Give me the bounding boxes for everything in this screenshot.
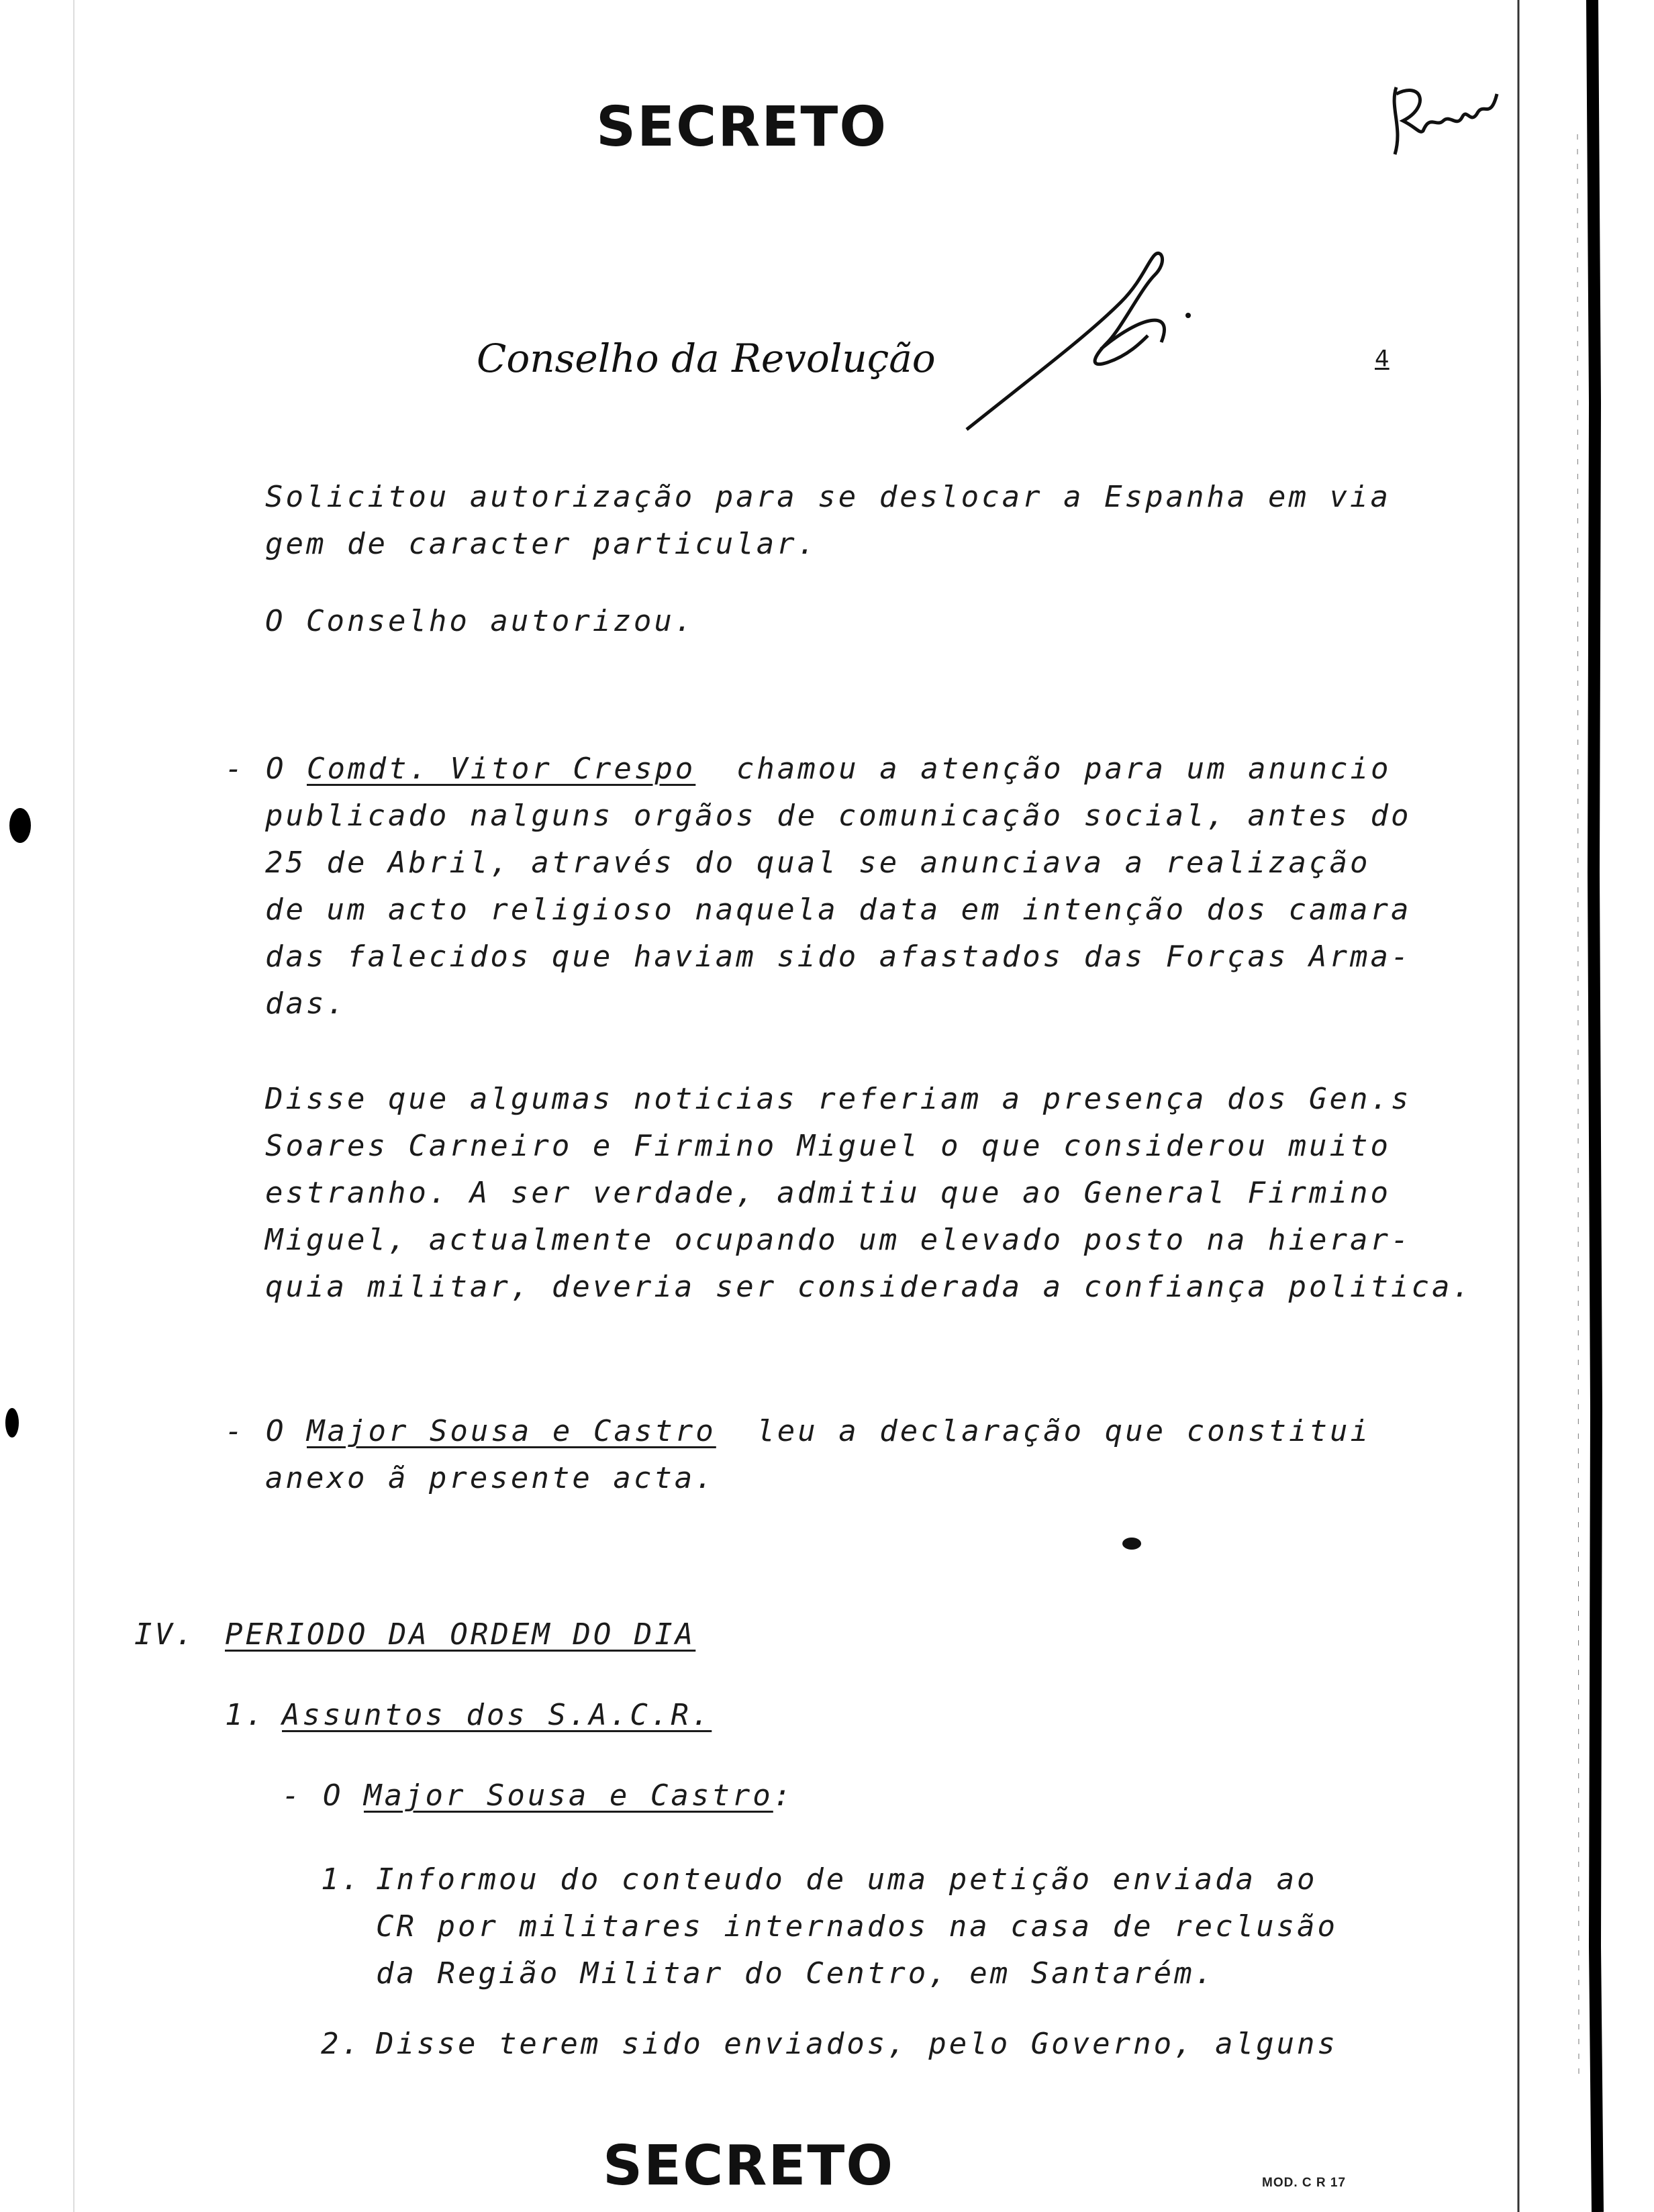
footer-classification: SECRETO <box>603 2134 895 2198</box>
dash-marker: - O <box>282 1778 344 1813</box>
text-line: Disse que algumas noticias referiam a presença dos Gen.s <box>265 1082 1412 1116</box>
speaker-name: Major Sousa e Castro <box>363 1778 773 1813</box>
text-line: da Região Militar do Centro, em Santarém. <box>376 1956 1216 1991</box>
text-line: de um acto religioso naquela data em intenção dos camara <box>265 893 1412 927</box>
text-line: das falecidos que haviam sido afastados das Forças Arma- <box>265 940 1412 974</box>
crespo-paragraph-line1 <box>225 752 1392 786</box>
text-segment: chamou a atenção para um anuncio <box>736 752 1392 786</box>
text-line: Solicitou autorização para se deslocar a Espanha em via <box>265 480 1391 514</box>
dash-marker: - O <box>225 1414 287 1448</box>
subitem-number: 2. <box>321 2027 362 2061</box>
text-segment: leu a declaração que constitui <box>757 1414 1371 1448</box>
text-line: anexo ã presente acta. <box>265 1461 716 1495</box>
text-line: Soares Carneiro e Firmino Miguel o que considerou muito <box>265 1129 1391 1163</box>
text-line: das. <box>265 987 347 1021</box>
text-line: Informou do conteudo de uma petição enviada ao <box>376 1862 1318 1897</box>
text-line: publicado nalguns orgãos de comunicação social, antes do <box>265 799 1412 833</box>
section-title: PERIODO DA ORDEM DO DIA <box>225 1617 696 1652</box>
subitem-number: 1. <box>321 1862 362 1897</box>
header-classification: SECRETO <box>596 95 888 159</box>
text-line: CR por militares internados na casa de reclusão <box>376 1909 1339 1944</box>
text-line: quia militar, deveria ser considerada a confiança politica. <box>265 1270 1473 1304</box>
item-number: 1. <box>225 1698 266 1732</box>
text-line: Disse terem sido enviados, pelo Governo, alguns <box>376 2027 1339 2061</box>
text-line: O Conselho autorizou. <box>265 604 695 638</box>
text-line: gem de caracter particular. <box>265 527 818 561</box>
text-line: Miguel, actualmente ocupando um elevado posto na hierar- <box>265 1223 1412 1257</box>
major-paragraph-line1 <box>225 1414 1371 1448</box>
council-title: Conselho da Revolução <box>477 336 936 381</box>
text-line: 25 de Abril, através do qual se anunciava a realização <box>265 846 1371 880</box>
form-code: MOD. C R 17 <box>1262 2176 1347 2190</box>
signature-icon <box>953 235 1208 436</box>
handwritten-rubric-icon <box>1383 67 1517 168</box>
item-title: Assuntos dos S.A.C.R. <box>282 1698 712 1732</box>
colon: : <box>773 1778 794 1813</box>
dash-marker: - O <box>225 752 287 786</box>
section-numeral: IV. <box>134 1617 196 1652</box>
major-heading <box>282 1778 793 1813</box>
text-line: estranho. A ser verdade, admitiu que ao General Firmino <box>265 1176 1391 1210</box>
speaker-name: Comdt. Vitor Crespo <box>306 752 696 786</box>
speaker-name: Major Sousa e Castro <box>306 1414 716 1448</box>
page-number: 4 <box>1375 346 1390 372</box>
